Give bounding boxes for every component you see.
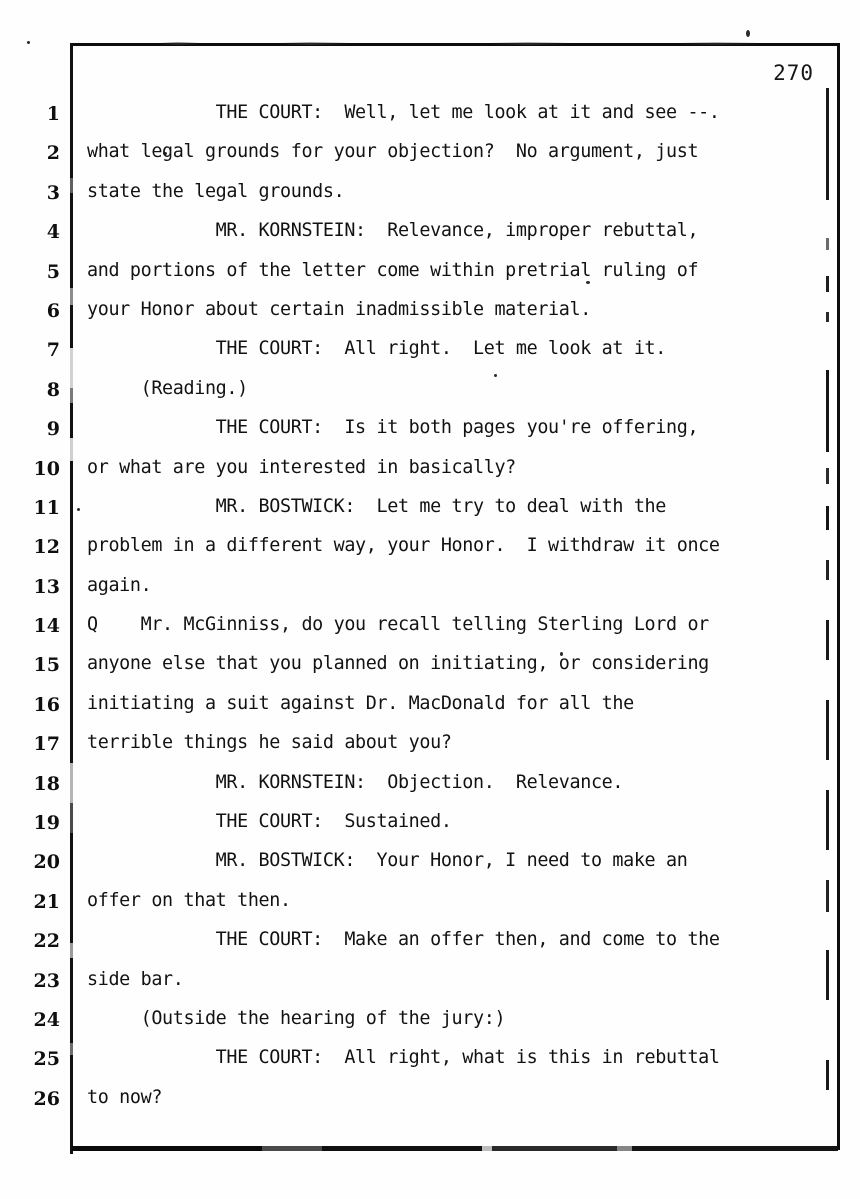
line-text: MR. KORNSTEIN: Objection. Relevance.	[87, 771, 624, 793]
line-number: 6	[46, 299, 60, 322]
line-number: 17	[33, 733, 60, 756]
line-number: 21	[33, 890, 60, 913]
line-text: your Honor about certain inadmissible material.	[87, 298, 591, 320]
transcript-line	[0, 1004, 860, 1043]
line-number: 2	[46, 142, 60, 165]
frame-top-edge	[160, 42, 800, 45]
line-number: 26	[33, 1087, 60, 1110]
transcript-line	[0, 610, 860, 649]
line-text: (Reading.)	[87, 377, 248, 399]
transcript-line	[0, 846, 860, 885]
transcript-line	[0, 295, 860, 334]
transcript-line	[0, 807, 860, 846]
line-number: 25	[33, 1048, 60, 1071]
line-text: MR. BOSTWICK: Your Honor, I need to make an	[87, 850, 688, 872]
line-text: initiating a suit against Dr. MacDonald for all the	[87, 692, 634, 714]
transcript-line	[0, 768, 860, 807]
line-text: problem in a different way, your Honor. I withdraw it once	[87, 535, 720, 557]
line-number: 22	[33, 930, 60, 953]
line-number: 15	[33, 654, 60, 677]
page-number: 270	[773, 61, 814, 85]
transcript-line	[0, 925, 860, 964]
line-text: and portions of the letter come within pretrial ruling of	[87, 259, 699, 281]
transcript-line	[0, 689, 860, 728]
line-number: 9	[46, 418, 60, 441]
transcript-line	[0, 1043, 860, 1082]
transcript-line	[0, 531, 860, 570]
line-number: 7	[46, 339, 60, 362]
line-number: 3	[46, 181, 60, 204]
transcript-line	[0, 413, 860, 452]
transcript-line	[0, 216, 860, 255]
line-text: MR. KORNSTEIN: Relevance, improper rebuttal,	[87, 220, 699, 242]
scan-speck	[27, 41, 30, 44]
frame-bottom-edge	[72, 1146, 838, 1151]
line-number: 11	[33, 496, 60, 519]
line-text: side bar.	[87, 968, 184, 990]
transcript-line	[0, 453, 860, 492]
transcript-line	[0, 374, 860, 413]
line-text: Q Mr. McGinniss, do you recall telling Sterling Lord or	[87, 614, 709, 636]
transcript-line	[0, 649, 860, 688]
line-number: 13	[33, 575, 60, 598]
line-number: 23	[33, 969, 60, 992]
line-text: (Outside the hearing of the jury:)	[87, 1007, 506, 1029]
line-text: state the legal grounds.	[87, 180, 345, 202]
transcript-line	[0, 1083, 860, 1122]
transcript-line	[0, 492, 860, 531]
line-text: THE COURT: Sustained.	[87, 811, 452, 833]
line-text: THE COURT: All right. Let me look at it.	[87, 338, 666, 360]
line-text: again.	[87, 574, 152, 596]
line-number: 8	[46, 378, 60, 401]
line-number: 12	[33, 536, 60, 559]
transcript-line	[0, 98, 860, 137]
transcript-body	[0, 98, 860, 1122]
line-text: THE COURT: Make an offer then, and come to the	[87, 929, 720, 951]
transcript-line	[0, 886, 860, 925]
transcript-line	[0, 571, 860, 610]
transcript-line	[0, 334, 860, 373]
line-text: to now?	[87, 1086, 163, 1108]
line-number: 5	[46, 260, 60, 283]
line-text: MR. BOSTWICK: Let me try to deal with the	[87, 495, 666, 517]
line-text: THE COURT: Is it both pages you're offering,	[87, 417, 699, 439]
line-text: what legal grounds for your objection? No argument, just	[87, 141, 699, 163]
line-number: 24	[33, 1008, 60, 1031]
transcript-line	[0, 137, 860, 176]
line-number: 10	[33, 457, 60, 480]
line-text: anyone else that you planned on initiating, or considering	[87, 653, 709, 675]
line-number: 16	[33, 693, 60, 716]
transcript-line	[0, 177, 860, 216]
line-number: 18	[33, 772, 60, 795]
line-text: offer on that then.	[87, 889, 291, 911]
transcript-line	[0, 256, 860, 295]
line-number: 1	[46, 103, 60, 125]
line-text: THE COURT: All right, what is this in rebuttal	[87, 1047, 720, 1069]
line-number: 4	[46, 221, 60, 244]
line-text: THE COURT: Well, let me look at it and see --.	[87, 102, 720, 123]
line-number: 19	[33, 812, 60, 835]
line-number: 20	[33, 851, 60, 874]
line-text: or what are you interested in basically?	[87, 456, 516, 478]
transcript-line	[0, 728, 860, 767]
line-number: 14	[33, 615, 60, 638]
scan-speck	[746, 30, 750, 37]
line-text: terrible things he said about you?	[87, 732, 452, 754]
transcript-line	[0, 965, 860, 1004]
